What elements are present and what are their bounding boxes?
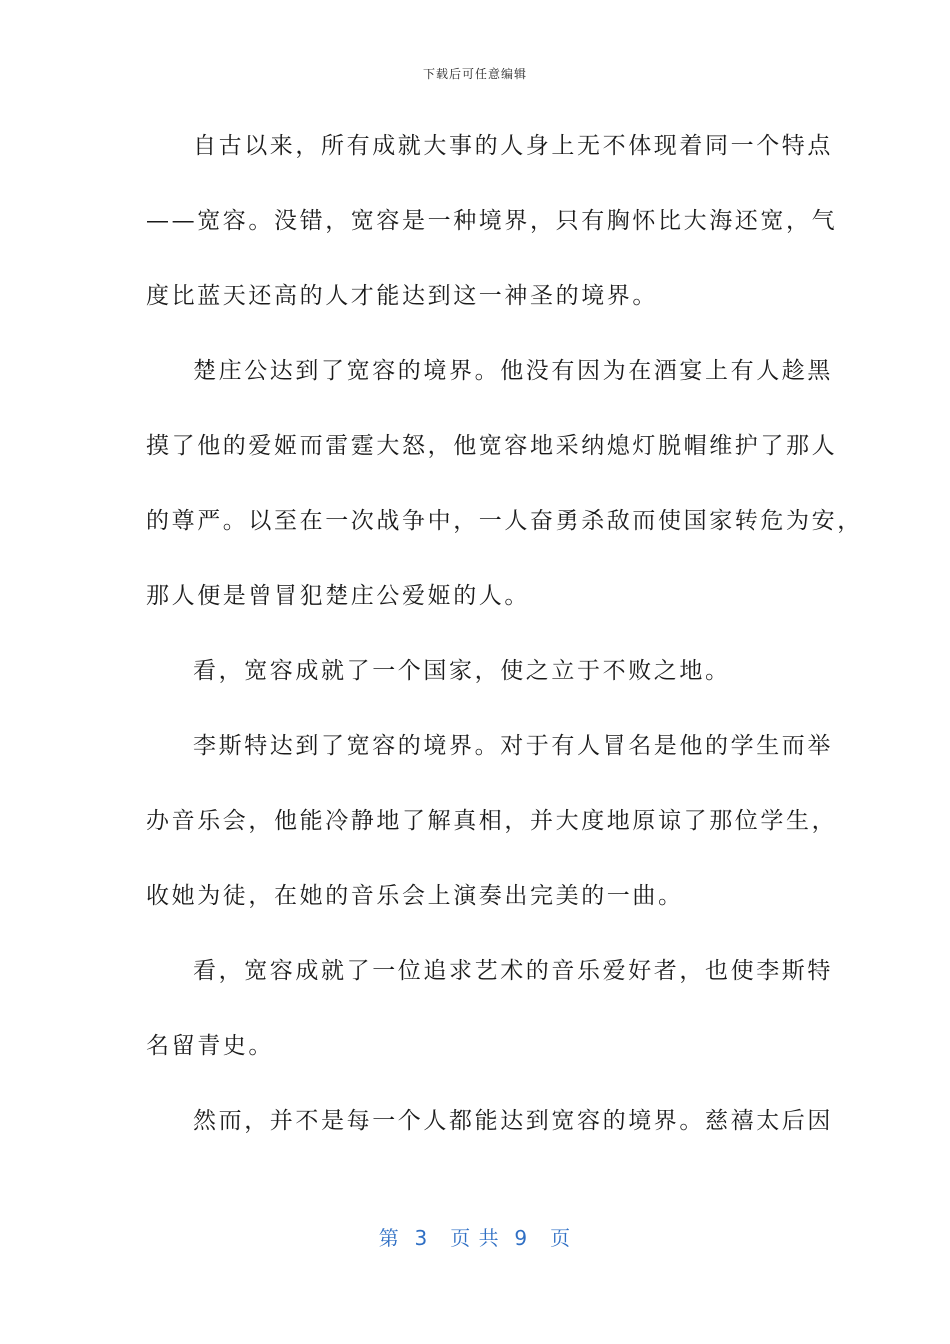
text-line: 看，宽容成就了一个国家，使之立于不败之地。: [193, 658, 731, 684]
document-body: [146, 124, 863, 1174]
page-number-footer: 第 3 页 共 9 页: [378, 1226, 572, 1250]
text-line: ——宽容。没错，宽容是一种境界，只有胸怀比大海还宽，气: [146, 208, 838, 234]
text-line: 楚庄公达到了宽容的境界。他没有因为在酒宴上有人趁黑: [193, 358, 833, 384]
text-line: 李斯特达到了宽容的境界。对于有人冒名是他的学生而举: [193, 733, 833, 759]
text-line: 看，宽容成就了一位追求艺术的音乐爱好者，也使李斯特: [193, 958, 833, 984]
page-header: 下载后可任意编辑: [422, 67, 527, 81]
text-line: 那人便是曾冒犯楚庄公爱姬的人。: [146, 583, 530, 609]
text-line: 名留青史。: [146, 1033, 274, 1059]
text-line: 摸了他的爱姬而雷霆大怒，他宽容地采纳熄灯脱帽维护了那人: [146, 433, 838, 459]
text-line: 然而，并不是每一个人都能达到宽容的境界。慈禧太后因: [193, 1108, 833, 1134]
text-line: 办音乐会，他能冷静地了解真相，并大度地原谅了那位学生，: [146, 808, 838, 834]
text-line: 自古以来，所有成就大事的人身上无不体现着同一个特点: [193, 133, 833, 159]
text-line: 的尊严。以至在一次战争中，一人奋勇杀敌而使国家转危为安，: [146, 508, 863, 534]
text-line: 度比蓝天还高的人才能达到这一神圣的境界。: [146, 283, 658, 309]
text-line: 收她为徒，在她的音乐会上演奏出完美的一曲。: [146, 883, 684, 909]
